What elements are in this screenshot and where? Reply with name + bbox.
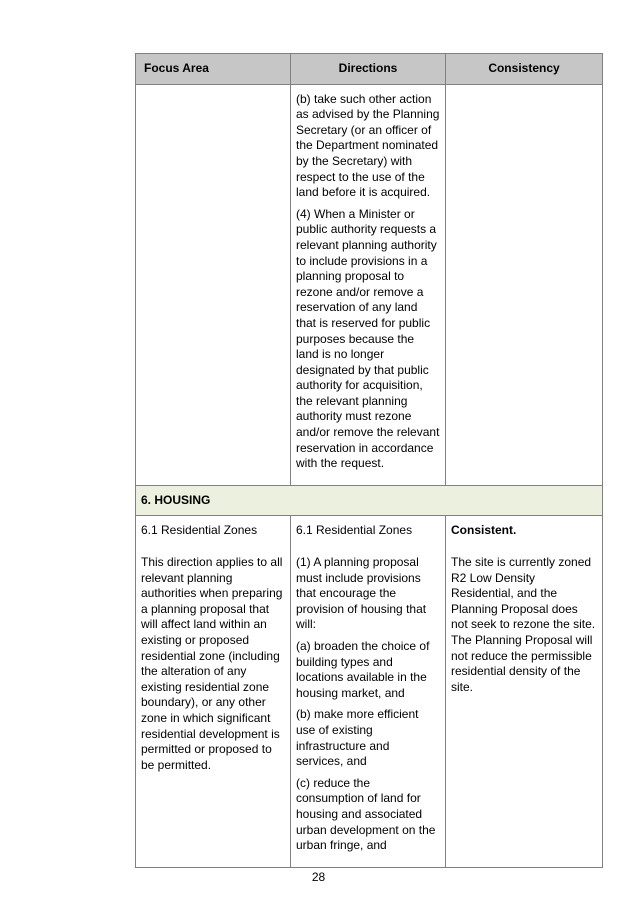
directions-title: 6.1 Residential Zones [296,523,413,538]
section-row [136,485,603,516]
direction-paragraph: (4) When a Minister or public authority requests a relevant planning authority to include provisions in a planning proposal to rezone and/or remove a reservation of any land that is reserved for public purposes because the land is no longer designated by that public authority for acquisition, the relevant planning authority must rezone and/or remove the relevant reservation in accordance with the request. [296,206,440,471]
table-header-row [136,54,603,85]
consistency-cell-empty [446,84,603,485]
direction-paragraph: (b) make more efficient use of existing infrastructure and services, and [296,707,419,769]
consistency-title: Consistent. [451,523,517,538]
directions-cell [291,84,446,485]
direction-paragraph: (c) reduce the consumption of land for housing and associated urban development on the urban fringe, and [296,775,436,853]
focus-area-cell [136,516,291,867]
table-row [136,84,603,485]
section-title: 6. HOUSING [136,485,603,516]
directions-cell [291,516,446,867]
focus-body: This direction applies to all relevant planning authorities when preparing a planning proposal that will affect land within an existing or proposed residential zone (including the alteration of any existing residential zone boundary), or any other zone in which significant residential development is permitted or proposed to be permitted. [141,555,283,772]
header-consistency: Consistency [446,54,603,85]
table-row [136,516,603,867]
focus-area-cell-empty [136,84,291,485]
header-focus-area: Focus Area [136,54,291,85]
direction-paragraph: (b) take such other action as advised by the Planning Secretary (or an officer of the Department nominated by the Secretary) with respect to the use of the land before it is acquired. [296,91,440,200]
direction-paragraph: (a) broaden the choice of building types and locations available in the housing market, and [296,639,430,700]
header-directions: Directions [291,54,446,85]
planning-table [135,53,603,868]
direction-paragraph: (1) A planning proposal must include provisions that encourage the provision of housing that will: [296,555,427,632]
consistency-body: The site is currently zoned R2 Low Density Residential, and the Planning Proposal does not seek to rezone the site. The Planning Proposal will not reduce the permissible residential density of the site. [451,555,596,694]
consistency-cell [446,516,603,867]
page-number: 28 [311,870,326,884]
focus-title: 6.1 Residential Zones [141,523,258,538]
